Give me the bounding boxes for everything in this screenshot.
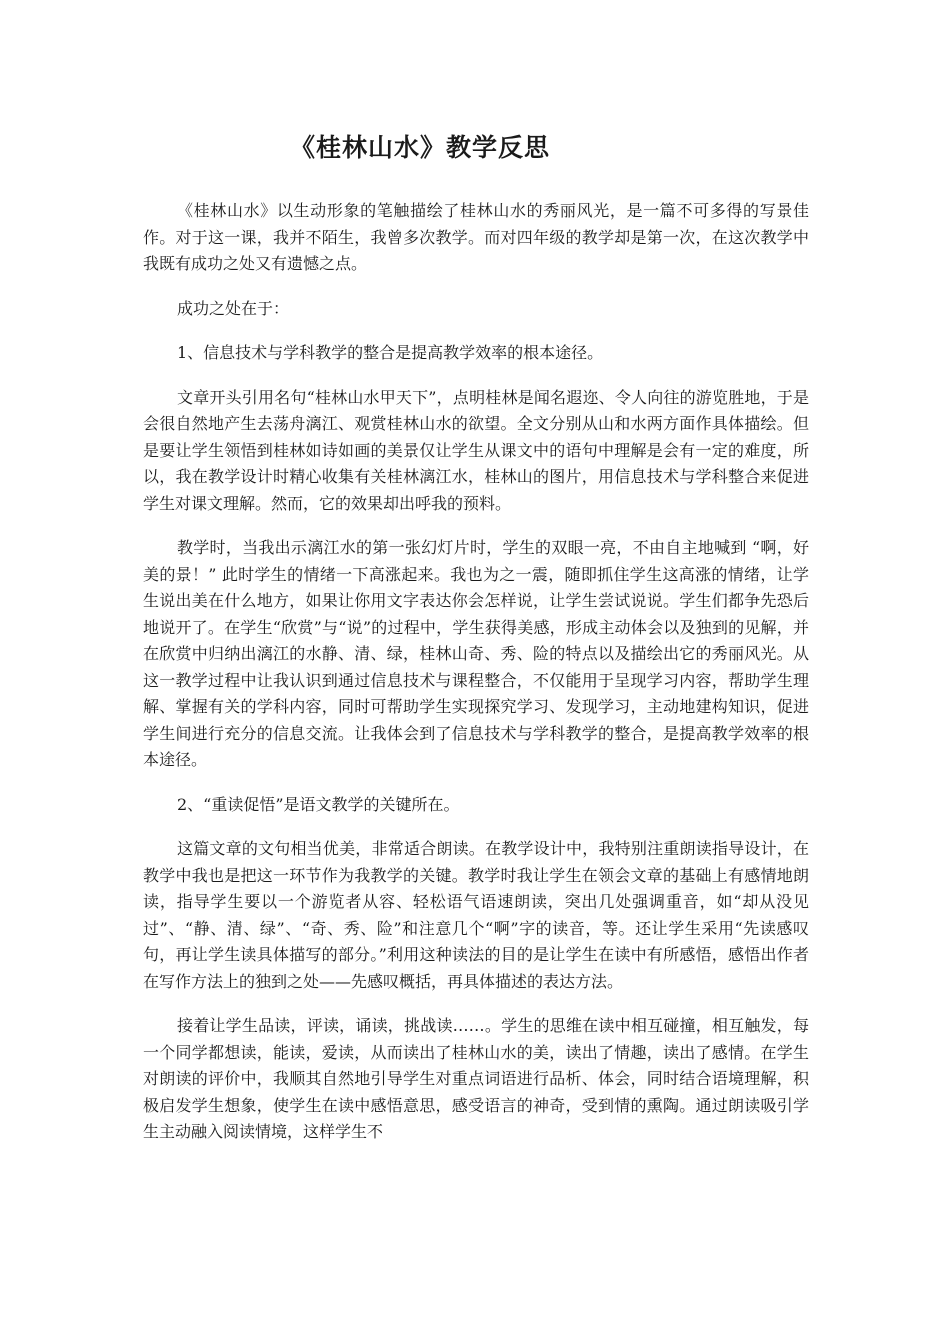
paragraph-point-2: 2、“重读促悟”是语文教学的关键所在。 xyxy=(177,794,460,814)
paragraph-body-2: 教学时，当我出示漓江水的第一张幻灯片时，学生的双眼一亮，不由自主地喊到 “啊，好美的景！” 此时学生的情绪一下高涨起来。我也为之一震，随即抓住学生这高涨的情绪，让学生说出美在什么地方，如果让你用文字表达你会怎样说，让学生尝试说说。学生们都争先恐后地说开了。在学生“欣赏”与“说”的过程中，学生获得美感，形成主动体会以及独到的见解，并在欣赏中归纳出漓江的水静、清、绿，桂林山奇、秀、险的特点以及描绘出它的秀丽风光。从这一教学过程中让我认识到通过信息技术与课程整合，不仅能用于呈现学习内容，帮助学生理解、掌握有关的学科内容，同时可帮助学生实现探究学习、发现学习，主动地建构知识，促进学生间进行充分的信息交流。让我体会到了信息技术与学科教学的整合，是提高教学效率的根本途径。 xyxy=(143,538,809,769)
document-page xyxy=(143,128,809,1164)
paragraph-intro: 《桂林山水》以生动形象的笔触描绘了桂林山水的秀丽风光，是一篇不可多得的写景佳作。对于这一课，我并不陌生，我曾多次教学。而对四年级的教学却是第一次，在这次教学中我既有成功之处又有遗憾之点。 xyxy=(143,201,809,273)
paragraph-body-3: 这篇文章的文句相当优美，非常适合朗读。在教学设计中，我特别注重朗读指导设计，在教学中我也是把这一环节作为我教学的关键。教学时我让学生在领会文章的基础上有感情地朗读，指导学生要以一个游览者从容、轻松语气语速朗读，突出几处强调重音，如“却从没见过”、“静、清、绿”、“奇、秀、险”和注意几个“啊”字的读音，等。还让学生采用“先读感叹句，再让学生读具体描写的部分。”利用这种读法的目的是让学生在读中有所感悟，感悟出作者在写作方法上的独到之处——先感叹概括，再具体描述的表达方法。 xyxy=(143,839,809,991)
paragraph-body-4: 接着让学生品读，评读，诵读，挑战读……。学生的思维在读中相互碰撞，相互触发，每一个同学都想读，能读，爱读，从而读出了桂林山水的美，读出了情趣，读出了感情。在学生对朗读的评价中，我顺其自然地引导学生对重点词语进行品析、体会，同时结合语境理解，积极启发学生想象，使学生在读中感悟意思，感受语言的神奇，受到情的熏陶。通过朗读吸引学生主动融入阅读情境，这样学生不 xyxy=(143,1016,809,1141)
document-title: 《桂林山水》教学反思 xyxy=(290,133,551,162)
paragraph-body-1: 文章开头引用名句“桂林山水甲天下”，点明桂林是闻名遐迩、令人向往的游览胜地，于是会很自然地产生去荡舟漓江、观赏桂林山水的欲望。全文分别从山和水两方面作具体描绘。但是要让学生领悟到桂林如诗如画的美景仅让学生从课文中的语句中理解是会有一定的难度，所以，我在教学设计时精心收集有关桂林漓江水，桂林山的图片，用信息技术与学科整合来促进学生对课文理解。然而，它的效果却出呼我的预料。 xyxy=(143,387,809,513)
paragraph-point-1: 1、信息技术与学科教学的整合是提高教学效率的根本途径。 xyxy=(177,343,604,362)
paragraph-success-heading: 成功之处在于： xyxy=(177,298,290,318)
